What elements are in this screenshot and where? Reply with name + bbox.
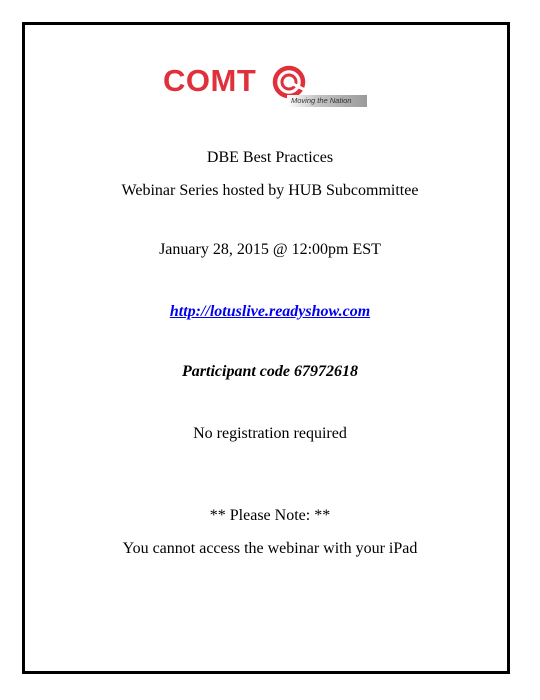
page-border [22, 22, 510, 674]
document-subtitle: Webinar Series hosted by HUB Subcommittee [121, 182, 419, 199]
webinar-link[interactable]: http://lotuslive.readyshow.com [169, 303, 371, 320]
event-date-time: January 28, 2015 @ 12:00pm EST [159, 241, 381, 258]
document-title: DBE Best Practices [206, 149, 334, 166]
ipad-warning: You cannot access the webinar with your iPad [122, 540, 418, 557]
note-heading: ** Please Note: ** [209, 507, 331, 524]
logo-wordmark: COMT [163, 63, 257, 98]
registration-note: No registration required [193, 425, 347, 442]
webinar-link-row [0, 302, 540, 322]
participant-code: Participant code 67972618 [182, 363, 358, 380]
logo-tagline: Moving the Nation [291, 96, 352, 105]
comto-logo [163, 63, 369, 109]
